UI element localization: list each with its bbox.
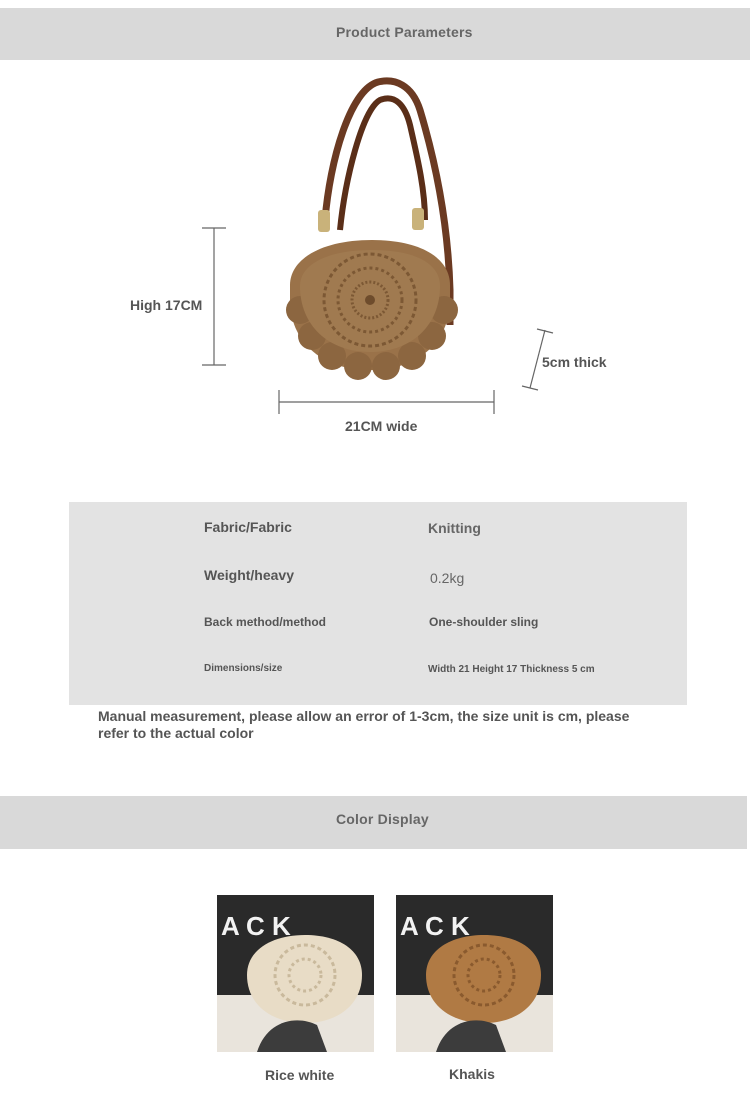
- color-swatch-image: [396, 895, 553, 1052]
- svg-text:A C K: A C K: [400, 911, 470, 941]
- color-display-title: Color Display: [336, 811, 429, 827]
- height-label: High 17CM: [130, 297, 203, 313]
- color-swatch-image: [217, 895, 374, 1052]
- spec-label: Weight/heavy: [204, 567, 294, 583]
- color-label: Rice white: [265, 1067, 335, 1083]
- thickness-label: 5cm thick: [542, 354, 607, 370]
- spec-label: Fabric/Fabric: [204, 519, 292, 535]
- width-label: 21CM wide: [345, 418, 418, 434]
- spec-label: Dimensions/size: [204, 663, 283, 674]
- spec-value: Knitting: [428, 520, 481, 536]
- spec-value: One-shoulder sling: [429, 615, 539, 629]
- color-label: Khakis: [449, 1066, 495, 1082]
- spec-value: Width 21 Height 17 Thickness 5 cm: [428, 664, 595, 675]
- spec-label: Back method/method: [204, 615, 327, 629]
- width-dimension-marker: [272, 388, 502, 418]
- product-parameters-title: Product Parameters: [336, 24, 473, 40]
- spec-value: 0.2kg: [430, 570, 465, 586]
- svg-text:A C K: A C K: [221, 911, 291, 941]
- measurement-note: Manual measurement, please allow an error of 1-3cm, the size unit is cm, please refer to the actual color: [98, 708, 630, 741]
- bag-product-image: [0, 60, 750, 530]
